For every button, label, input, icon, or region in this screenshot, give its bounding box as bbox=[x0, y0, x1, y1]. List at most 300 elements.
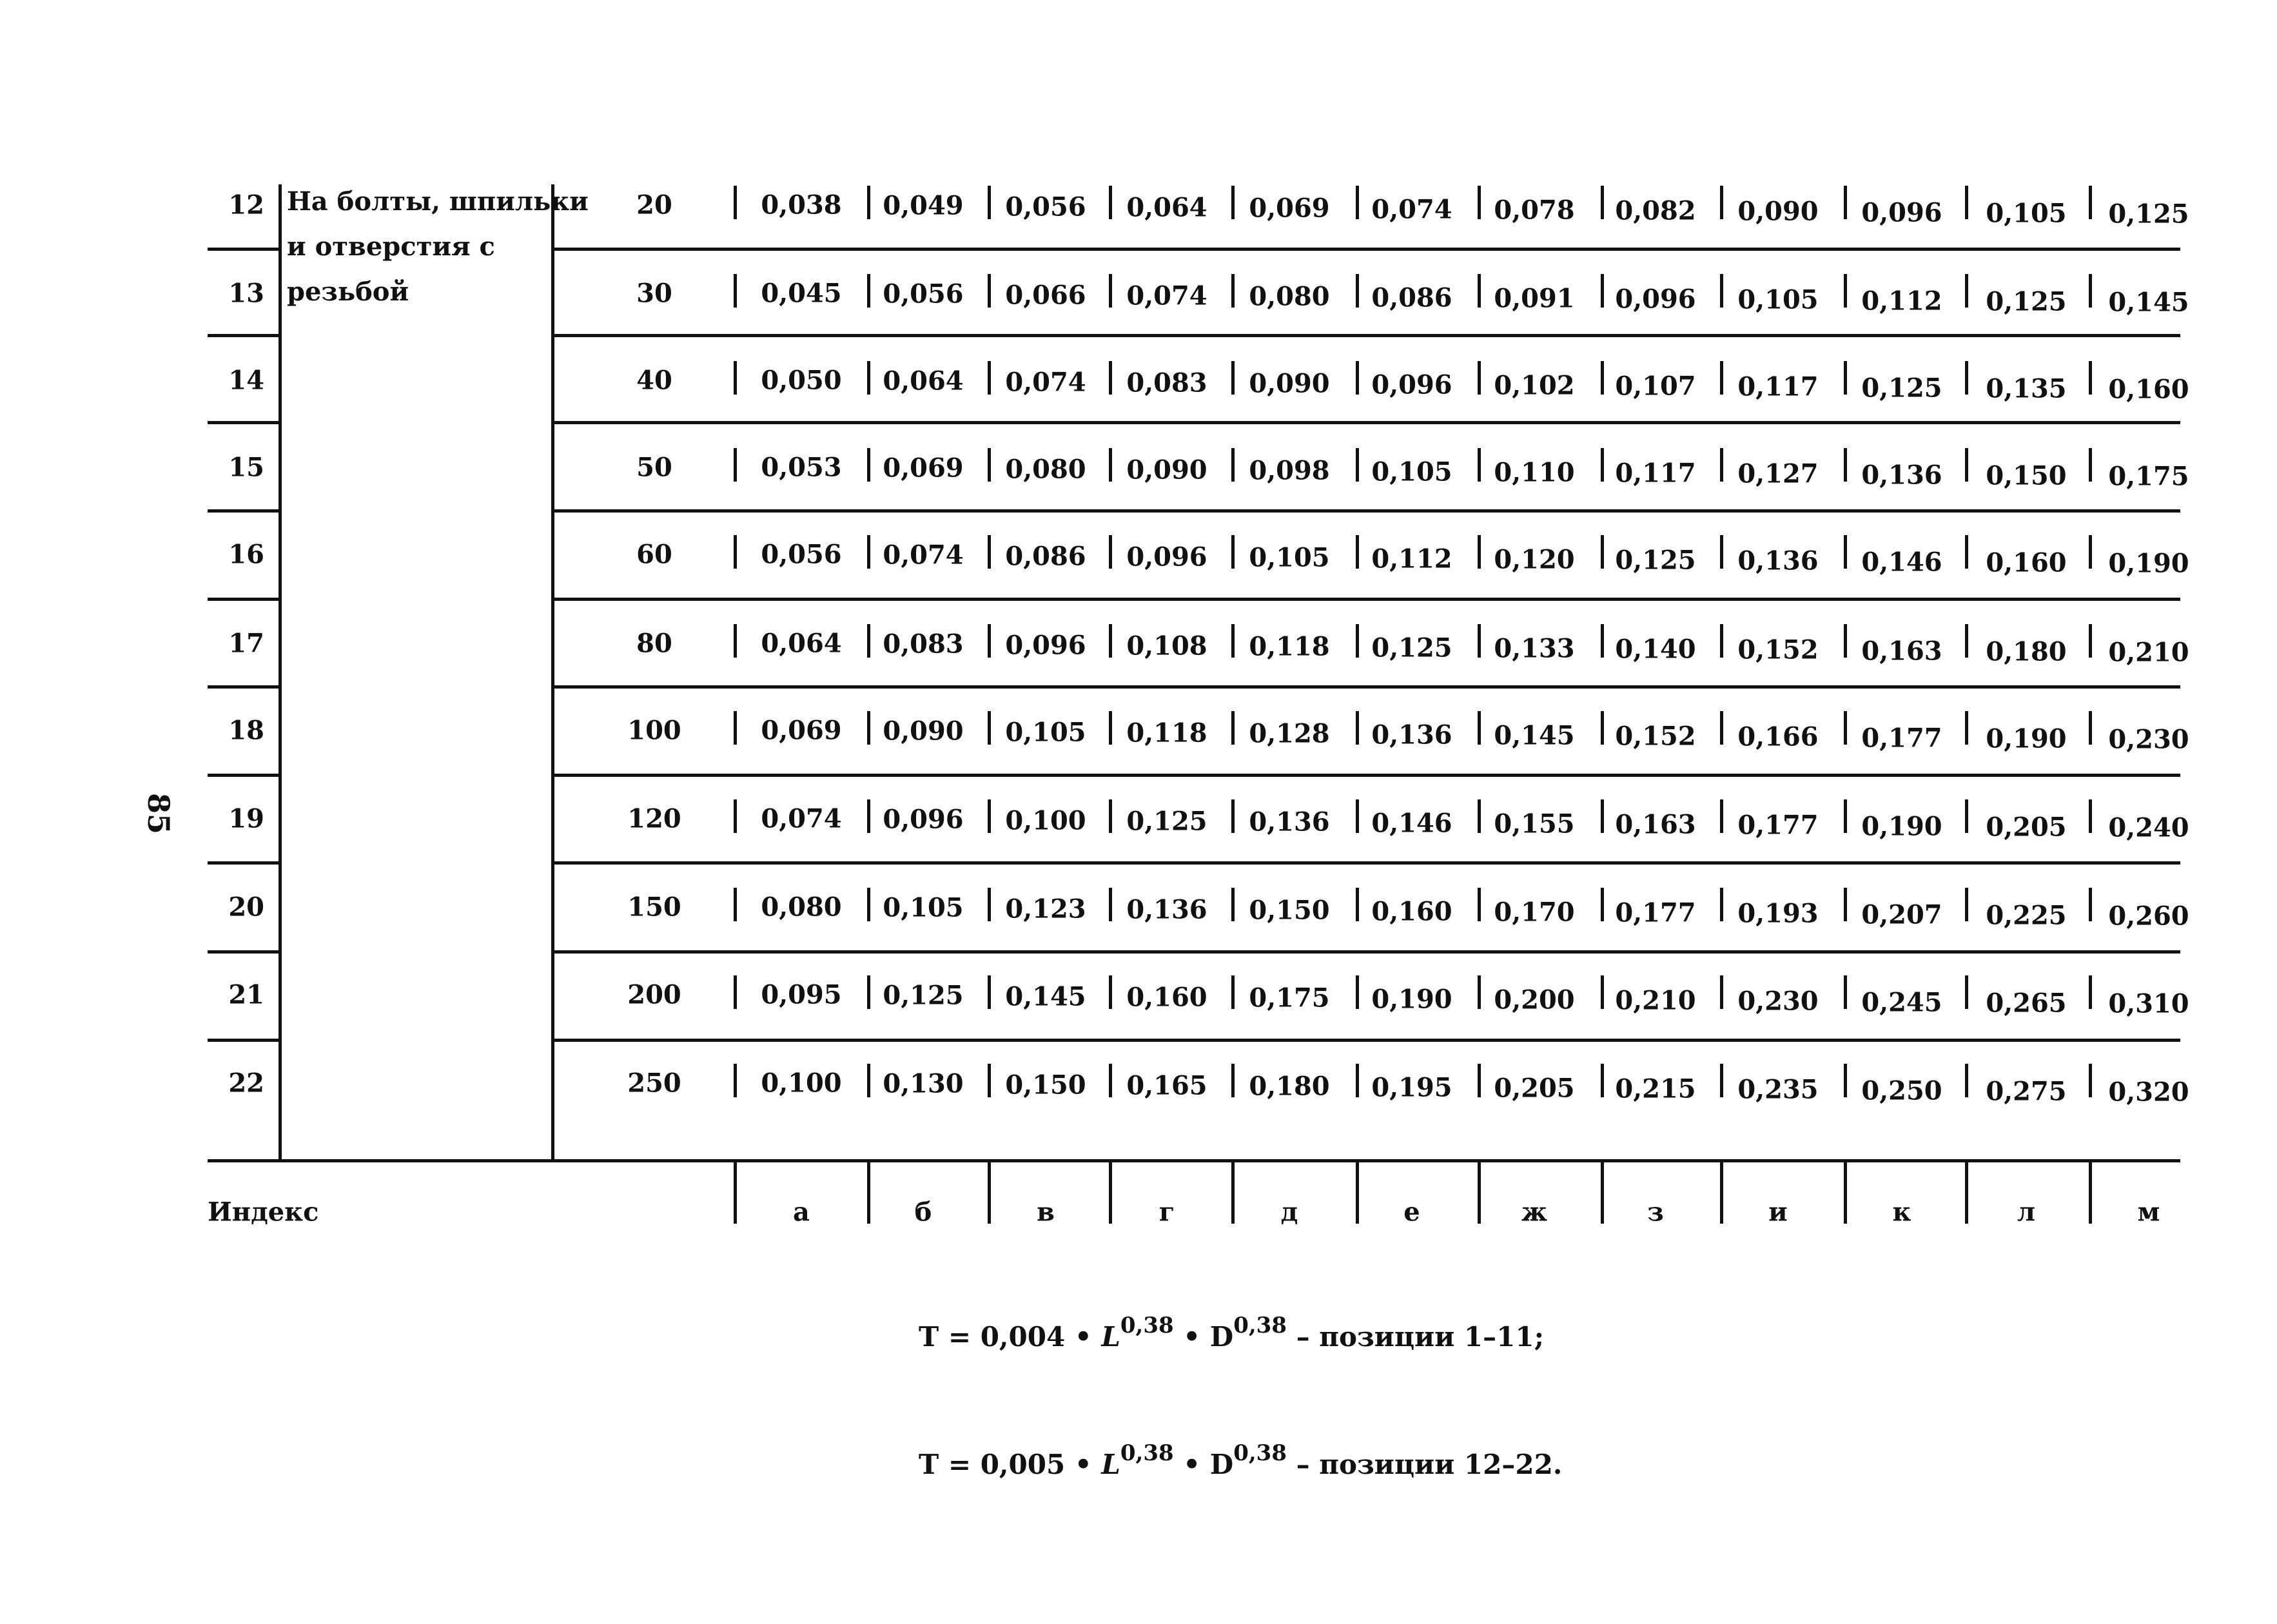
index-letter: б bbox=[914, 1197, 932, 1228]
table-cell-value: 0,320 bbox=[2108, 1077, 2189, 1108]
table-cell-value: 0,117 bbox=[1615, 458, 1696, 489]
table-cell-value: 0,225 bbox=[1986, 900, 2067, 931]
table-cell-value: 0,125 bbox=[883, 980, 964, 1011]
parameter-value: 100 bbox=[627, 715, 681, 746]
column-tick bbox=[734, 361, 737, 395]
column-tick bbox=[1356, 888, 1359, 921]
row-separator-left bbox=[208, 1039, 282, 1042]
column-tick bbox=[1109, 799, 1112, 833]
column-tick bbox=[1478, 274, 1481, 308]
column-tick bbox=[1844, 274, 1847, 308]
column-tick bbox=[1601, 975, 1604, 1009]
table-cell-value: 0,165 bbox=[1126, 1070, 1207, 1101]
table-cell-value: 0,163 bbox=[1615, 809, 1696, 840]
column-tick bbox=[1109, 274, 1112, 308]
index-column-tick bbox=[867, 1162, 870, 1224]
column-tick bbox=[1478, 975, 1481, 1009]
column-tick bbox=[1601, 888, 1604, 921]
column-tick bbox=[1844, 186, 1847, 219]
column-tick bbox=[1478, 799, 1481, 833]
formula-2 bbox=[919, 1440, 1563, 1480]
row-separator-right bbox=[551, 334, 2180, 337]
table-cell-value: 0,275 bbox=[1986, 1076, 2067, 1107]
row-separator-right bbox=[551, 1039, 2180, 1042]
formula-2-D: D bbox=[1209, 1449, 1234, 1480]
formula-2-lead: T = 0,005 • bbox=[919, 1449, 1092, 1480]
table-cell-value: 0,082 bbox=[1615, 195, 1696, 226]
column-tick bbox=[1478, 888, 1481, 921]
row-separator-left bbox=[208, 248, 282, 251]
column-tick bbox=[2089, 711, 2092, 745]
table-cell-value: 0,074 bbox=[1371, 194, 1452, 224]
column-tick bbox=[734, 711, 737, 745]
table-cell-value: 0,160 bbox=[1986, 547, 2067, 578]
column-tick bbox=[867, 975, 870, 1009]
column-tick bbox=[734, 1064, 737, 1097]
table-cell-value: 0,083 bbox=[883, 629, 964, 660]
table-cell-value: 0,155 bbox=[1494, 808, 1575, 839]
index-column-tick bbox=[734, 1162, 737, 1224]
column-tick bbox=[1720, 975, 1723, 1009]
index-letter: д bbox=[1280, 1197, 1298, 1228]
column-tick bbox=[1356, 274, 1359, 308]
table-cell-value: 0,146 bbox=[1861, 547, 1942, 578]
table-cell-value: 0,064 bbox=[883, 366, 964, 396]
table-cell-value: 0,069 bbox=[1249, 193, 1330, 224]
table-cell-value: 0,152 bbox=[1615, 721, 1696, 752]
table-cell-value: 0,150 bbox=[1249, 895, 1330, 926]
column-tick bbox=[867, 274, 870, 308]
parameter-value: 150 bbox=[627, 892, 681, 923]
column-tick bbox=[1356, 624, 1359, 658]
column-tick bbox=[1720, 448, 1723, 482]
column-tick bbox=[2089, 361, 2092, 395]
column-tick bbox=[1601, 186, 1604, 219]
column-tick bbox=[867, 448, 870, 482]
column-tick bbox=[2089, 186, 2092, 219]
table-cell-value: 0,180 bbox=[1986, 636, 2067, 667]
page-number: 85 bbox=[141, 792, 176, 835]
table-cell-value: 0,125 bbox=[1371, 632, 1452, 663]
column-tick bbox=[1844, 1064, 1847, 1097]
formula-1-exp2: 0,38 bbox=[1233, 1313, 1287, 1338]
position-number: 13 bbox=[228, 278, 264, 309]
table-cell-value: 0,096 bbox=[1371, 369, 1452, 400]
index-column-tick bbox=[1231, 1162, 1235, 1224]
table-cell-value: 0,112 bbox=[1861, 286, 1942, 317]
table-cell-value: 0,074 bbox=[883, 540, 964, 571]
table-cell-value: 0,056 bbox=[1005, 191, 1086, 222]
table-cell-value: 0,210 bbox=[2108, 637, 2189, 668]
column-tick bbox=[1109, 448, 1112, 482]
position-number: 14 bbox=[228, 365, 264, 396]
column-tick bbox=[988, 535, 991, 569]
table-cell-value: 0,056 bbox=[761, 539, 842, 570]
index-letter: к bbox=[1892, 1197, 1911, 1228]
table-cell-value: 0,086 bbox=[1005, 541, 1086, 572]
index-letter: в bbox=[1037, 1197, 1055, 1228]
column-tick bbox=[867, 535, 870, 569]
table-cell-value: 0,125 bbox=[1615, 545, 1696, 576]
position-number: 15 bbox=[228, 452, 264, 483]
column-tick bbox=[1965, 799, 1968, 833]
index-letter: и bbox=[1768, 1197, 1788, 1228]
column-tick bbox=[2089, 975, 2092, 1009]
table-cell-value: 0,107 bbox=[1615, 371, 1696, 402]
column-tick bbox=[734, 274, 737, 308]
table-cell-value: 0,136 bbox=[1249, 807, 1330, 837]
table-cell-value: 0,090 bbox=[883, 716, 964, 747]
position-number: 19 bbox=[228, 803, 264, 834]
table-cell-value: 0,064 bbox=[1126, 192, 1207, 223]
table-cell-value: 0,260 bbox=[2108, 901, 2189, 932]
description-column-divider bbox=[551, 184, 554, 1161]
table-cell-value: 0,120 bbox=[1494, 544, 1575, 575]
table-cell-value: 0,105 bbox=[1249, 542, 1330, 573]
table-cell-value: 0,110 bbox=[1494, 457, 1575, 488]
index-letter: г bbox=[1158, 1197, 1175, 1228]
parameter-value: 20 bbox=[636, 190, 672, 220]
column-tick bbox=[2089, 799, 2092, 833]
position-number: 18 bbox=[228, 715, 264, 746]
column-tick bbox=[1720, 888, 1723, 921]
column-tick bbox=[1231, 888, 1235, 921]
column-tick bbox=[988, 1064, 991, 1097]
column-tick bbox=[1109, 535, 1112, 569]
column-tick bbox=[1109, 1064, 1112, 1097]
column-tick bbox=[734, 975, 737, 1009]
table-cell-value: 0,105 bbox=[883, 892, 964, 923]
table-cell-value: 0,130 bbox=[883, 1068, 964, 1099]
column-tick bbox=[1720, 799, 1723, 833]
parameter-value: 40 bbox=[636, 365, 672, 396]
description-line-1: На болты, шпильки bbox=[287, 186, 589, 217]
table-cell-value: 0,215 bbox=[1615, 1073, 1696, 1104]
column-tick bbox=[1965, 975, 1968, 1009]
position-number: 16 bbox=[228, 539, 264, 570]
table-cell-value: 0,105 bbox=[1005, 717, 1086, 748]
column-tick bbox=[1231, 186, 1235, 219]
table-cell-value: 0,112 bbox=[1371, 543, 1452, 574]
row-separator-left bbox=[208, 861, 282, 865]
column-tick bbox=[1844, 975, 1847, 1009]
column-tick bbox=[1965, 535, 1968, 569]
table-cell-value: 0,096 bbox=[883, 804, 964, 835]
column-tick bbox=[867, 799, 870, 833]
column-tick bbox=[1601, 711, 1604, 745]
formula-1-L: L bbox=[1101, 1321, 1120, 1353]
column-tick bbox=[867, 361, 870, 395]
column-tick bbox=[1720, 535, 1723, 569]
column-tick bbox=[2089, 448, 2092, 482]
column-tick bbox=[1601, 274, 1604, 308]
table-cell-value: 0,100 bbox=[1005, 805, 1086, 836]
table-cell-value: 0,096 bbox=[1126, 542, 1207, 572]
index-label: Индекс bbox=[208, 1197, 319, 1228]
table-cell-value: 0,205 bbox=[1986, 812, 2067, 843]
table-cell-value: 0,096 bbox=[1861, 197, 1942, 228]
index-letter: е bbox=[1403, 1197, 1420, 1228]
column-tick bbox=[1844, 535, 1847, 569]
parameter-value: 120 bbox=[627, 803, 681, 834]
index-letter: л bbox=[2017, 1197, 2036, 1228]
column-tick bbox=[1720, 274, 1723, 308]
table-cell-value: 0,190 bbox=[2108, 548, 2189, 579]
table-cell-value: 0,090 bbox=[1126, 455, 1207, 485]
description-line-3: резьбой bbox=[287, 277, 409, 307]
formula-1-tail: – позиции 1–11; bbox=[1296, 1321, 1545, 1353]
table-bottom-rule bbox=[208, 1159, 2180, 1162]
table-cell-value: 0,086 bbox=[1371, 282, 1452, 313]
column-tick bbox=[1844, 711, 1847, 745]
column-tick bbox=[1844, 361, 1847, 395]
table-cell-value: 0,145 bbox=[1494, 720, 1575, 751]
column-tick bbox=[1965, 1064, 1968, 1097]
table-cell-value: 0,066 bbox=[1005, 280, 1086, 311]
table-cell-value: 0,180 bbox=[1249, 1071, 1330, 1102]
row-separator-right bbox=[551, 861, 2180, 865]
index-column-tick bbox=[1478, 1162, 1481, 1224]
index-column-tick bbox=[1720, 1162, 1723, 1224]
table-cell-value: 0,105 bbox=[1986, 198, 2067, 229]
position-number: 12 bbox=[228, 190, 264, 220]
position-number: 22 bbox=[228, 1068, 264, 1099]
column-tick bbox=[1356, 975, 1359, 1009]
index-column-tick bbox=[1601, 1162, 1604, 1224]
column-tick bbox=[1231, 799, 1235, 833]
row-separator-right bbox=[551, 248, 2180, 251]
table-cell-value: 0,049 bbox=[883, 190, 964, 221]
column-tick bbox=[1109, 888, 1112, 921]
position-number: 20 bbox=[228, 892, 264, 923]
column-tick bbox=[867, 624, 870, 658]
table-cell-value: 0,166 bbox=[1737, 721, 1819, 752]
column-tick bbox=[734, 888, 737, 921]
row-separator-left bbox=[208, 774, 282, 777]
column-tick bbox=[988, 186, 991, 219]
table-cell-value: 0,177 bbox=[1737, 810, 1819, 841]
column-tick bbox=[1356, 799, 1359, 833]
column-tick bbox=[988, 274, 991, 308]
column-tick bbox=[734, 186, 737, 219]
table-cell-value: 0,163 bbox=[1861, 636, 1942, 667]
table-cell-value: 0,230 bbox=[1737, 986, 1819, 1017]
index-column-tick bbox=[1109, 1162, 1112, 1224]
index-column-tick bbox=[1844, 1162, 1847, 1224]
column-tick bbox=[1109, 711, 1112, 745]
row-separator-left bbox=[208, 334, 282, 337]
table-cell-value: 0,136 bbox=[1126, 894, 1207, 925]
column-tick bbox=[1844, 799, 1847, 833]
table-cell-value: 0,160 bbox=[1126, 982, 1207, 1013]
column-tick bbox=[1601, 361, 1604, 395]
column-tick bbox=[734, 535, 737, 569]
row-separator-left bbox=[208, 685, 282, 689]
table-cell-value: 0,080 bbox=[1005, 454, 1086, 485]
index-letter: а bbox=[793, 1197, 810, 1228]
table-cell-value: 0,053 bbox=[761, 452, 842, 483]
column-tick bbox=[1965, 448, 1968, 482]
table-cell-value: 0,177 bbox=[1861, 723, 1942, 754]
table-cell-value: 0,125 bbox=[2108, 199, 2189, 230]
table-cell-value: 0,080 bbox=[1249, 281, 1330, 312]
index-letter: м bbox=[2137, 1197, 2160, 1228]
parameter-value: 50 bbox=[636, 452, 672, 483]
column-tick bbox=[988, 624, 991, 658]
table-cell-value: 0,095 bbox=[761, 979, 842, 1010]
table-cell-value: 0,136 bbox=[1861, 460, 1942, 491]
column-tick bbox=[1844, 624, 1847, 658]
table-cell-value: 0,096 bbox=[1615, 284, 1696, 315]
column-tick bbox=[1109, 361, 1112, 395]
index-letter: з bbox=[1647, 1197, 1664, 1228]
table-cell-value: 0,118 bbox=[1126, 718, 1207, 748]
column-tick bbox=[1356, 186, 1359, 219]
table-cell-value: 0,127 bbox=[1737, 458, 1819, 489]
parameter-value: 30 bbox=[636, 278, 672, 309]
table-cell-value: 0,200 bbox=[1494, 984, 1575, 1015]
table-cell-value: 0,090 bbox=[1737, 196, 1819, 227]
column-tick bbox=[1965, 361, 1968, 395]
parameter-value: 250 bbox=[627, 1068, 681, 1099]
table-cell-value: 0,136 bbox=[1737, 545, 1819, 576]
table-cell-value: 0,145 bbox=[2108, 287, 2189, 318]
column-tick bbox=[2089, 624, 2092, 658]
column-tick bbox=[1109, 975, 1112, 1009]
row-separator-left bbox=[208, 950, 282, 954]
column-tick bbox=[1601, 535, 1604, 569]
column-tick bbox=[1109, 624, 1112, 658]
column-tick bbox=[1109, 186, 1112, 219]
table-cell-value: 0,160 bbox=[1371, 896, 1452, 926]
column-tick bbox=[988, 799, 991, 833]
table-cell-value: 0,150 bbox=[1005, 1070, 1086, 1101]
table-cell-value: 0,128 bbox=[1249, 718, 1330, 749]
row-separator-right bbox=[551, 774, 2180, 777]
index-column-tick bbox=[2089, 1162, 2092, 1224]
column-tick bbox=[1720, 711, 1723, 745]
parameter-value: 200 bbox=[627, 979, 681, 1010]
table-cell-value: 0,125 bbox=[1986, 286, 2067, 317]
table-cell-value: 0,175 bbox=[1249, 983, 1330, 1013]
column-tick bbox=[734, 624, 737, 658]
formula-1-D: D bbox=[1209, 1321, 1234, 1353]
column-tick bbox=[867, 888, 870, 921]
index-column-tick bbox=[988, 1162, 991, 1224]
table-cell-value: 0,050 bbox=[761, 365, 842, 396]
table-cell-value: 0,240 bbox=[2108, 812, 2189, 843]
table-cell-value: 0,193 bbox=[1737, 898, 1819, 929]
table-cell-value: 0,117 bbox=[1737, 371, 1819, 402]
table-cell-value: 0,310 bbox=[2108, 988, 2189, 1019]
column-tick bbox=[988, 361, 991, 395]
column-tick bbox=[1965, 186, 1968, 219]
table-cell-value: 0,100 bbox=[761, 1068, 842, 1099]
position-number: 17 bbox=[228, 628, 264, 659]
column-tick bbox=[1478, 624, 1481, 658]
position-column-divider bbox=[279, 184, 282, 1161]
table-cell-value: 0,250 bbox=[1861, 1075, 1942, 1106]
table-cell-value: 0,056 bbox=[883, 279, 964, 309]
description-line-2: и отверстия с bbox=[287, 231, 495, 262]
column-tick bbox=[1478, 361, 1481, 395]
formula-2-exp1: 0,38 bbox=[1120, 1440, 1174, 1466]
column-tick bbox=[1601, 448, 1604, 482]
table-cell-value: 0,160 bbox=[2108, 374, 2189, 405]
table-cell-value: 0,210 bbox=[1615, 985, 1696, 1016]
table-cell-value: 0,135 bbox=[1986, 373, 2067, 404]
table-cell-value: 0,125 bbox=[1126, 806, 1207, 837]
column-tick bbox=[1231, 975, 1235, 1009]
table-cell-value: 0,064 bbox=[761, 628, 842, 659]
table-cell-value: 0,123 bbox=[1005, 894, 1086, 925]
table-cell-value: 0,190 bbox=[1371, 984, 1452, 1014]
column-tick bbox=[1965, 888, 1968, 921]
table-cell-value: 0,190 bbox=[1861, 811, 1942, 842]
column-tick bbox=[1231, 361, 1235, 395]
table-cell-value: 0,091 bbox=[1494, 283, 1575, 314]
column-tick bbox=[1231, 711, 1235, 745]
parameter-value: 60 bbox=[636, 539, 672, 570]
table-cell-value: 0,145 bbox=[1005, 981, 1086, 1012]
table-cell-value: 0,078 bbox=[1494, 195, 1575, 226]
row-separator-right bbox=[551, 421, 2180, 424]
column-tick bbox=[1965, 711, 1968, 745]
column-tick bbox=[988, 975, 991, 1009]
table-cell-value: 0,125 bbox=[1861, 373, 1942, 404]
table-cell-value: 0,205 bbox=[1494, 1073, 1575, 1104]
column-tick bbox=[1844, 888, 1847, 921]
column-tick bbox=[1601, 799, 1604, 833]
table-cell-value: 0,136 bbox=[1371, 719, 1452, 750]
column-tick bbox=[2089, 535, 2092, 569]
column-tick bbox=[1356, 361, 1359, 395]
table-cell-value: 0,069 bbox=[883, 453, 964, 484]
table-cell-value: 0,170 bbox=[1494, 897, 1575, 928]
column-tick bbox=[2089, 888, 2092, 921]
column-tick bbox=[1231, 274, 1235, 308]
column-tick bbox=[1231, 535, 1235, 569]
table-cell-value: 0,245 bbox=[1861, 987, 1942, 1018]
column-tick bbox=[1231, 1064, 1235, 1097]
column-tick bbox=[1844, 448, 1847, 482]
column-tick bbox=[988, 711, 991, 745]
formula-1 bbox=[919, 1313, 1545, 1353]
column-tick bbox=[2089, 274, 2092, 308]
column-tick bbox=[1356, 448, 1359, 482]
index-letter: ж bbox=[1521, 1197, 1548, 1228]
formula-2-exp2: 0,38 bbox=[1233, 1440, 1287, 1466]
table-cell-value: 0,195 bbox=[1371, 1072, 1452, 1102]
table-cell-value: 0,074 bbox=[1126, 280, 1207, 311]
formula-1-dot: • bbox=[1183, 1321, 1201, 1353]
column-tick bbox=[988, 888, 991, 921]
column-tick bbox=[867, 186, 870, 219]
column-tick bbox=[734, 448, 737, 482]
table-cell-value: 0,069 bbox=[761, 715, 842, 746]
table-cell-value: 0,118 bbox=[1249, 631, 1330, 662]
table-cell-value: 0,207 bbox=[1861, 899, 1942, 930]
column-tick bbox=[867, 1064, 870, 1097]
column-tick bbox=[1231, 624, 1235, 658]
table-cell-value: 0,190 bbox=[1986, 723, 2067, 754]
row-separator-right bbox=[551, 950, 2180, 954]
column-tick bbox=[1478, 711, 1481, 745]
table-cell-value: 0,230 bbox=[2108, 724, 2189, 755]
table-cell-value: 0,105 bbox=[1737, 284, 1819, 315]
column-tick bbox=[988, 448, 991, 482]
column-tick bbox=[1720, 361, 1723, 395]
